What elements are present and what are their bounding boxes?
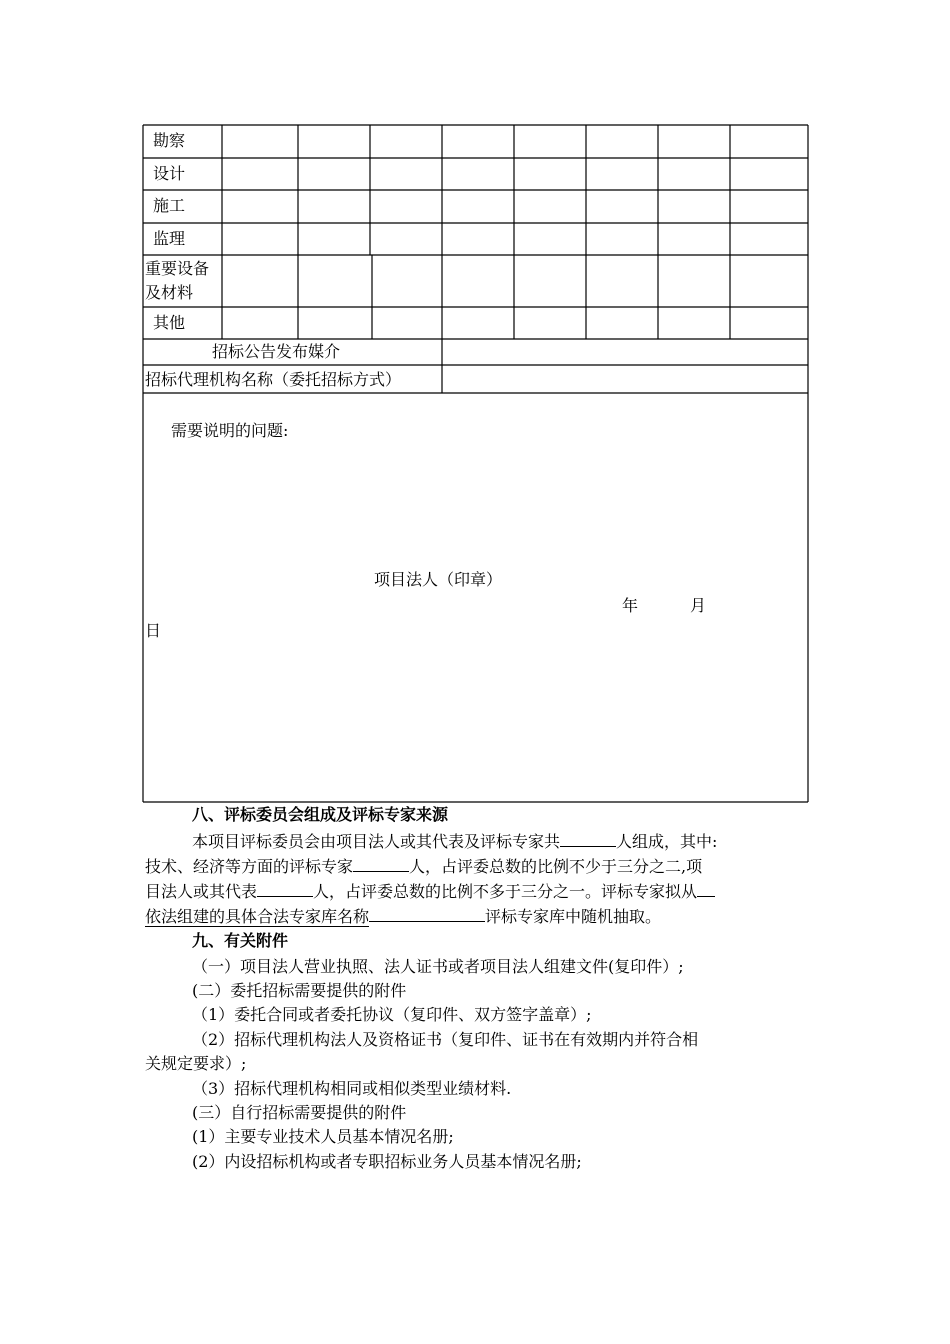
day-label: 日 [145,621,162,640]
row-label-survey: 勘察 [153,131,186,150]
expert-pool-name-blank [369,903,485,922]
committee-total-blank [560,828,616,847]
attachment-item-4: （2）招标代理机构法人及资格证书（复印件、证书在有效期内并符合相 [192,1030,699,1049]
attachment-item-5: （3）招标代理机构相同或相似类型业绩材料. [192,1079,512,1098]
section8-line1-b: 人组成，其中: [616,832,718,851]
month-label: 月 [690,596,707,615]
seal-label: 项目法人（印章） [374,570,503,589]
year-label: 年 [622,596,639,615]
section8-line4-b: 评标专家库中随机抽取。 [485,907,662,926]
expert-pool-lead-blank [697,878,715,897]
row-label-supervision: 监理 [153,229,186,248]
row-label-equipment-2: 及材料 [145,283,194,302]
row-label-other: 其他 [153,313,186,332]
attachment-item-3: （1）委托合同或者委托协议（复印件、双方签字盖章）; [192,1005,592,1024]
section8-line2-a: 技术、经济等方面的评标专家 [145,857,354,876]
section8-line3-b: 人，占评委总数的比例不多于三分之一。评标专家拟从 [313,882,698,901]
row-label-design: 设计 [153,164,186,183]
section9-title: 九、有关附件 [192,931,289,950]
section8-line3-a: 目法人或其代表 [145,882,258,901]
media-label: 招标公告发布媒介 [212,342,341,361]
section8-title: 八、评标委员会组成及评标专家来源 [192,805,449,824]
attachment-item-6: (三）自行招标需要提供的附件 [192,1103,407,1122]
notes-label: 需要说明的问题: [171,421,289,440]
attachment-item-4-cont: 关规定要求）; [145,1054,247,1073]
attachment-item-1: （一）项目法人营业执照、法人证书或者项目法人组建文件(复印件）; [192,957,684,976]
section8-line2 [145,853,702,880]
row-label-construction: 施工 [153,196,186,215]
section8-line1 [192,828,717,855]
expert-pool-name: 依法组建的具体合法专家库名称 [145,907,370,926]
section8-line4 [145,903,661,930]
representatives-count-blank [257,878,313,897]
attachment-item-2: (二）委托招标需要提供的附件 [192,981,407,1000]
agency-label: 招标代理机构名称（委托招标方式） [145,370,402,389]
experts-count-blank [353,853,409,872]
attachment-item-8: (2）内设招标机构或者专职招标业务人员基本情况名册; [192,1152,582,1171]
section8-line2-b: 人，占评委总数的比例不少于三分之二,项 [409,857,703,876]
section8-line1-a: 本项目评标委员会由项目法人或其代表及评标专家共 [192,832,561,851]
row-label-equipment-1: 重要设备 [145,259,210,278]
attachment-item-7: (1）主要专业技术人员基本情况名册; [192,1127,454,1146]
section8-line3 [145,878,715,905]
